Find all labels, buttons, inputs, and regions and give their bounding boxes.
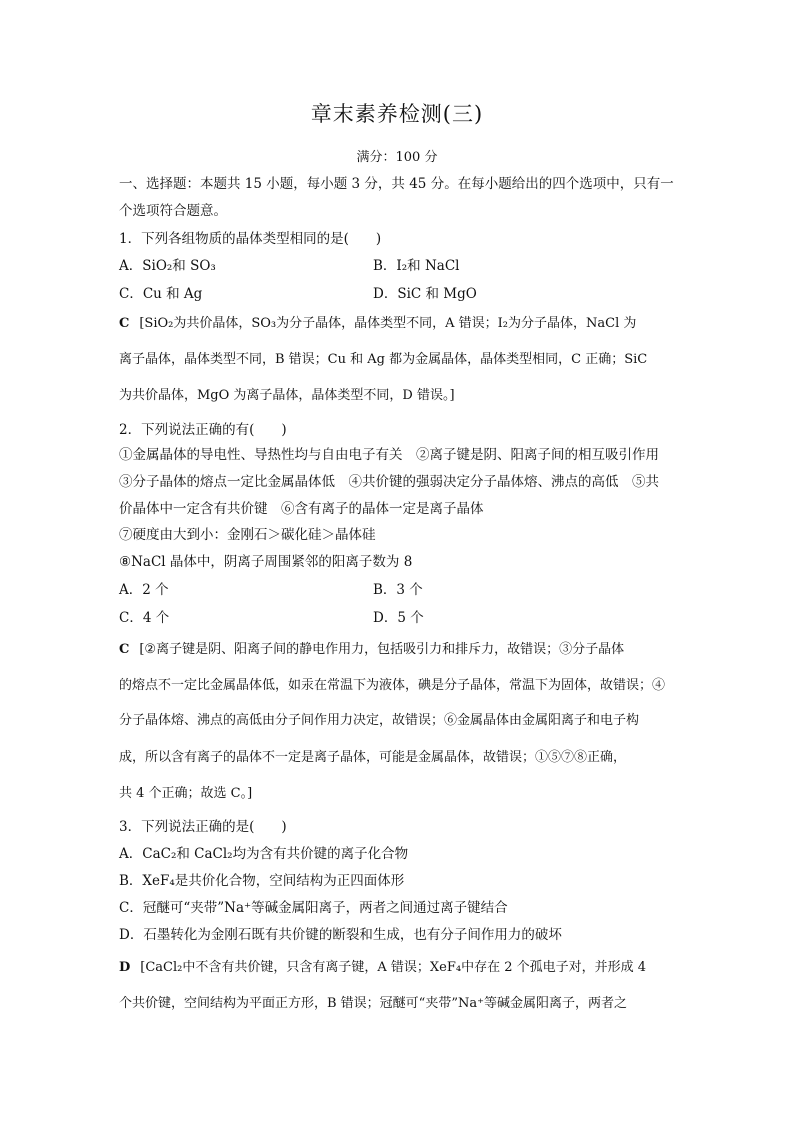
q3-stem: 3．下列说法正确的是( )	[119, 819, 287, 835]
q3-option-a: A．CaC₂和 CaCl₂均为含有共价键的离子化合物	[119, 846, 409, 862]
q3-explanation-line-2: 个共价键，空间结构为平面正方形，B 错误；冠醚可“夹带”Na⁺等碱金属阳离子，两者之	[119, 996, 627, 1011]
q2-statement-line-1: ①金属晶体的导电性、导热性均与自由电子有关 ②离子键是阴、阳离子间的相互吸引作用	[119, 447, 659, 463]
q2-stem: 2．下列说法正确的有( )	[119, 422, 287, 438]
q3-option-d: D．石墨转化为金刚石既有共价键的断裂和生成，也有分子间作用力的破坏	[119, 927, 562, 943]
q1-option-d: D．SiC 和 MgO	[373, 286, 477, 302]
q1-explanation-line-2: 离子晶体，晶体类型不同，B 错误；Cu 和 Ag 都为金属晶体，晶体类型相同，C 正确；SiC	[119, 352, 648, 367]
q2-option-a: A．2 个	[119, 582, 169, 598]
full-score: 满分：100 分	[356, 150, 438, 165]
q1-option-a: A．SiO₂和 SO₃	[119, 258, 216, 274]
q2-explanation-line-4: 成，所以含有离子的晶体不一定是离子晶体，可能是金属晶体，故错误；①⑤⑦⑧正确，	[119, 750, 627, 765]
q1-stem: 1．下列各组物质的晶体类型相同的是( )	[119, 231, 382, 247]
q2-option-b: B．3 个	[373, 582, 423, 598]
q3-option-c: C．冠醚可“夹带”Na⁺等碱金属阳离子，两者之间通过离子键结合	[119, 900, 508, 916]
page-title: 章末素养检测(三)	[310, 102, 484, 126]
q2-statement-line-4: ⑦硬度由大到小：金刚石＞碳化硅＞晶体硅	[119, 527, 376, 543]
q1-answer-key: C	[119, 316, 130, 331]
q1-option-c: C．Cu 和 Ag	[119, 286, 203, 302]
q3-answer-key: D	[119, 960, 131, 975]
q1-explanation-line-1: C [SiO₂为共价晶体，SO₃为分子晶体，晶体类型不同，A 错误；I₂为分子晶体，NaCl 为	[119, 316, 637, 331]
q2-statement-line-3: 价晶体中一定含有共价键 ⑥含有离子的晶体一定是离子晶体	[119, 501, 484, 517]
section-intro-line-1: 一、选择题：本题共 15 小题，每小题 3 分，共 45 分。在每小题给出的四个选项中，只有一	[119, 176, 674, 192]
q1-explanation-line-3: 为共价晶体，MgO 为离子晶体，晶体类型不同，D 错误。]	[119, 388, 455, 403]
q2-explanation-line-2: 的熔点不一定比金属晶体低，如汞在常温下为液体，碘是分子晶体，常温下为固体，故错误；④	[119, 678, 666, 693]
q2-answer-key: C	[119, 642, 130, 657]
q3-option-b: B．XeF₄是共价化合物，空间结构为正四面体形	[119, 873, 405, 889]
q2-statement-line-2: ③分子晶体的熔点一定比金属晶体低 ④共价键的强弱决定分子晶体熔、沸点的高低 ⑤共	[119, 474, 659, 490]
q2-option-d: D．5 个	[373, 610, 424, 626]
q1-option-b: B．I₂和 NaCl	[373, 258, 460, 274]
q3-explanation-line-1: D [CaCl₂中不含有共价键，只含有离子键，A 错误；XeF₄中存在 2 个孤电子对，并形成 4	[119, 960, 647, 975]
section-intro-line-2: 个选项符合题意。	[119, 203, 227, 219]
q2-statement-line-5: ⑧NaCl 晶体中，阴离子周围紧邻的阳离子数为 8	[119, 554, 413, 570]
q2-option-c: C．4 个	[119, 610, 170, 626]
q2-explanation-line-1: C [②离子键是阴、阳离子间的静电作用力，包括吸引力和排斥力，故错误；③分子晶体	[119, 642, 625, 657]
q2-explanation-line-3: 分子晶体熔、沸点的高低由分子间作用力决定，故错误；⑥金属晶体由金属阳离子和电子构	[119, 713, 640, 728]
q2-explanation-line-5: 共 4 个正确；故选 C。]	[119, 786, 253, 801]
